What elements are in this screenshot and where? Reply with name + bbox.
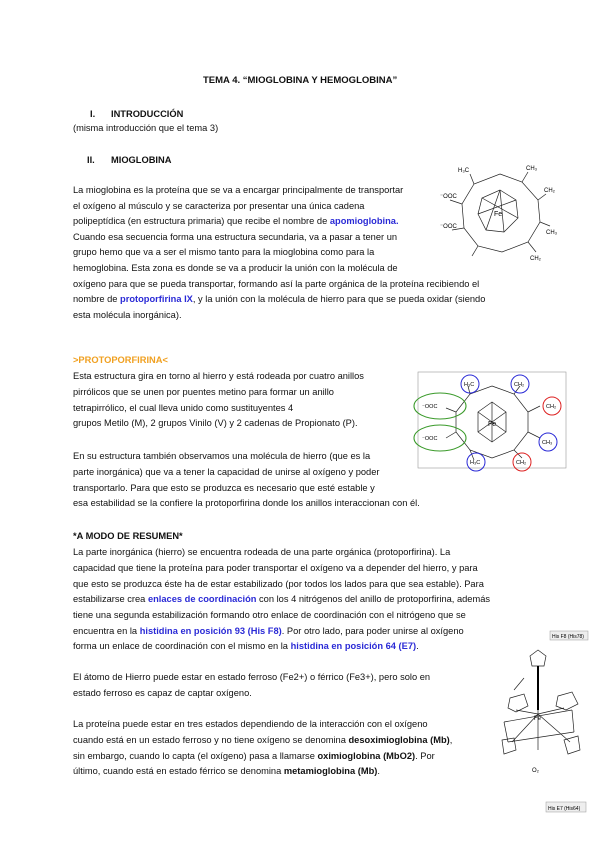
estados-line: sin embargo, cuando lo capta (el oxígeno) pasa a llamarse oximioglobina (MbO2). Por [73, 751, 435, 761]
estados-line: cuando está en un estado ferroso y no tiene oxígeno se denomina desoximioglobina (Mb), [73, 735, 453, 745]
resumen-line: encuentra en la histidina en posición 93 (His F8). Por otro lado, para poder unirse al oxígeno [73, 626, 464, 636]
section-2-number: II. [87, 155, 95, 165]
fe-label: Fe [534, 716, 542, 722]
p1-line: el oxígeno al músculo y se caracteriza por presentar una única cadena [73, 201, 365, 211]
proto-line: parte inorgánica) que va a tener la capacidad de unirse al oxígeno y poder [73, 467, 380, 477]
protoporfirina-heading: >PROTOPORFIRINA< [73, 355, 168, 365]
hierro-line: El átomo de Hierro puede estar en estado ferroso (Fe2+) o férrico (Fe3+), pero solo en [73, 672, 431, 682]
proto-line: transportarlo. Para que esto se produzca es necesario que esté estable y [73, 483, 375, 493]
propionate-label: ⁻OOC [440, 224, 457, 230]
propionate-label: ⁻OOC [422, 436, 438, 442]
proto-line: pirrólicos que se unen por puentes metino para formar un anillo [73, 387, 334, 397]
estados-line: último, cuando está en estado férrico se denomina metamioglobina (Mb). [73, 766, 380, 776]
resumen-line: estabilizarse crea enlaces de coordinación con los 4 nitrógenos del anillo de protoporfirina, además [73, 594, 491, 604]
p1-line: oxígeno para que se pueda transportar, formando así la parte orgánica de la proteína recibiendo el [73, 279, 480, 289]
section-2-heading: MIOGLOBINA [111, 155, 172, 165]
his-f8-label: His F8 (His78) [552, 634, 584, 640]
methyl-label: H₃C [464, 382, 475, 388]
protoporfirina-figure [410, 370, 570, 472]
p1-line: Cuando esa secuencia forma una estructura secundaria, va a pasar a tener un [73, 232, 398, 242]
term-oximioglobina: oximioglobina (MbO2) [317, 751, 416, 761]
p1-line: grupo hemo que va a ser el mismo tanto para la mioglobina como para la [73, 247, 375, 257]
section-1-text: (misma introducción que el tema 3) [73, 123, 219, 133]
his-e7-label: His E7 (His64) [548, 806, 581, 812]
term-histidina-93: histidina en posición 93 (His F8) [139, 626, 282, 636]
term-protoporfirina: protoporfirina IX [120, 294, 193, 304]
term-enlaces-coordinacion: enlaces de coordinación [147, 594, 257, 604]
term-histidina-64: histidina en posición 64 (E7) [290, 641, 417, 651]
term-desoximioglobina: desoximioglobina (Mb) [348, 735, 450, 745]
fe-label: Fe [494, 211, 503, 218]
hierro-line: estado ferroso es capaz de captar oxígeno. [73, 688, 252, 698]
proto-line: grupos Metilo (M), 2 grupos Vinilo (V) y 2 cadenas de Propionato (P). [73, 418, 358, 428]
proto-line: esa estabilidad se la confiere la protoporfirina donde los anillos interaccionan con él. [73, 498, 420, 508]
resumen-line: capacidad que tiene la proteína para poder transportar el oxígeno va a depender del hierro, y para [73, 563, 478, 573]
vinyl-label: CH₂ [516, 460, 527, 466]
propionate-label: ⁻OOC [422, 404, 438, 410]
heme-structure-figure [440, 160, 560, 265]
heme-histidine-figure [494, 630, 590, 816]
p1-line: polipeptídica (en estructura primaria) que recibe el nombre de apomioglobina. [73, 216, 399, 226]
proto-line: En su estructura también observamos una molécula de hierro (que es la [73, 451, 371, 461]
vinyl-label: CH₂ [546, 404, 557, 410]
section-1-number: I. [90, 109, 96, 119]
proto-line: Esta estructura gira en torno al hierro y está rodeada por cuatro anillos [73, 371, 364, 381]
page-title: TEMA 4. “MIOGLOBINA Y HEMOGLOBINA” [203, 75, 398, 86]
p1-line: nombre de protoporfirina IX, y la unión con la molécula de hierro para que se pueda oxidar (siendo [73, 294, 486, 304]
resumen-line: tiene una segunda estabilización formando otro enlace de coordinación con el nitrógeno que se [73, 610, 466, 620]
fe-label: Fe [488, 421, 497, 428]
estados-line: La proteína puede estar en tres estados dependiendo de la interacción con el oxígeno [73, 719, 428, 729]
o2-label: O₂ [532, 768, 539, 774]
methyl-label: CH₃ [542, 440, 553, 446]
term-apomioglobina: apomioglobina. [329, 216, 399, 226]
section-1-heading: INTRODUCCIÓN [111, 109, 184, 119]
resumen-heading: *A MODO DE RESUMEN* [73, 531, 183, 541]
proto-line: tetrapirrólico, el cual lleva unido como sustituyentes 4 [73, 403, 294, 413]
p1-line: La mioglobina es la proteína que se va a encargar principalmente de transportar [73, 185, 404, 195]
vinyl-label: CH₂ [530, 256, 541, 262]
methyl-label: H₃C [470, 460, 481, 466]
term-metamioglobina: metamioglobina (Mb) [283, 766, 378, 776]
resumen-line: forma un enlace de coordinación con el mismo en la histidina en posición 64 (E7). [73, 641, 419, 651]
vinyl-label: CH₂ [514, 382, 525, 388]
resumen-line: que esto se produzca éste ha de estar estabilizado (por todos los lados para que sea estable). Para [73, 579, 484, 589]
methyl-label: CH₃ [526, 166, 538, 172]
methyl-label: CH₃ [546, 230, 558, 236]
p1-line: hemoglobina. Esta zona es donde se va a producir la unión con la molécula de [73, 263, 398, 273]
p1-line: esta molécula inorgánica). [73, 310, 182, 320]
propionate-label: ⁻OOC [440, 194, 457, 200]
methyl-label: H₃C [458, 168, 470, 174]
vinyl-label: CH₂ [544, 188, 555, 194]
resumen-line: La parte inorgánica (hierro) se encuentra rodeada de una parte orgánica (protoporfirina). La [73, 547, 451, 557]
